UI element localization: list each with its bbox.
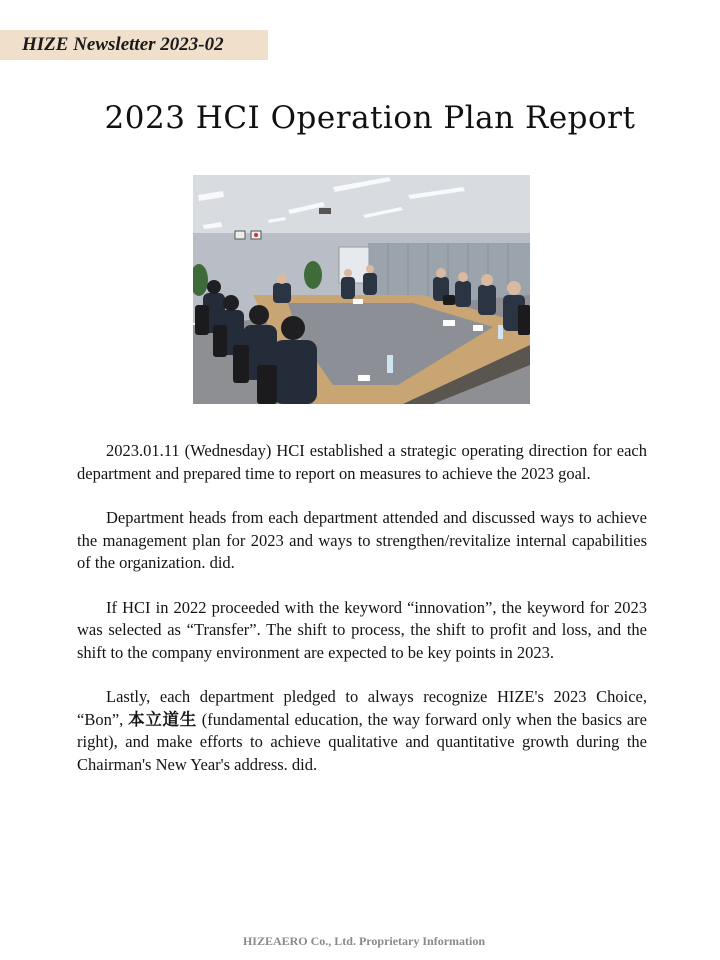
paragraph-3: If HCI in 2022 proceeded with the keyword “innovation”, the keyword for 2023 was selected as “Transfer”. The shift to process, the shift to profit and loss, and the shift to the company environment are expected to be key points in 2023. [77, 597, 647, 662]
paragraph-2: Department heads from each department attended and discussed ways to achieve the management plan for 2023 and ways to strengthen/revitalize internal capabilities of the organization. did. [77, 508, 647, 572]
page-title: 2023 HCI Operation Plan Report [104, 100, 636, 136]
motto-hanja: 本立道生 [128, 709, 197, 729]
newsletter-tag: HIZE Newsletter 2023-02 [0, 30, 268, 60]
article-body [77, 440, 647, 798]
meeting-photo [193, 175, 530, 404]
paragraph-4 [77, 686, 647, 776]
paragraph-4-end: (fundamental education, the way forward only when the basics are right), and make efforts to achieve qualitative and quantitative growth during the Chairman's New Year's address. did. [77, 709, 647, 774]
paragraph-4-start: Lastly, each department pledged to always recognize HIZE's 2023 Choice, “Bon”, [77, 687, 647, 729]
footer-proprietary: HIZEAERO Co., Ltd. Proprietary Information [242, 934, 486, 948]
paragraph-1: 2023.01.11 (Wednesday) HCI established a strategic operating direction for each department and prepared time to report on measures to achieve the 2023 goal. [77, 441, 647, 483]
